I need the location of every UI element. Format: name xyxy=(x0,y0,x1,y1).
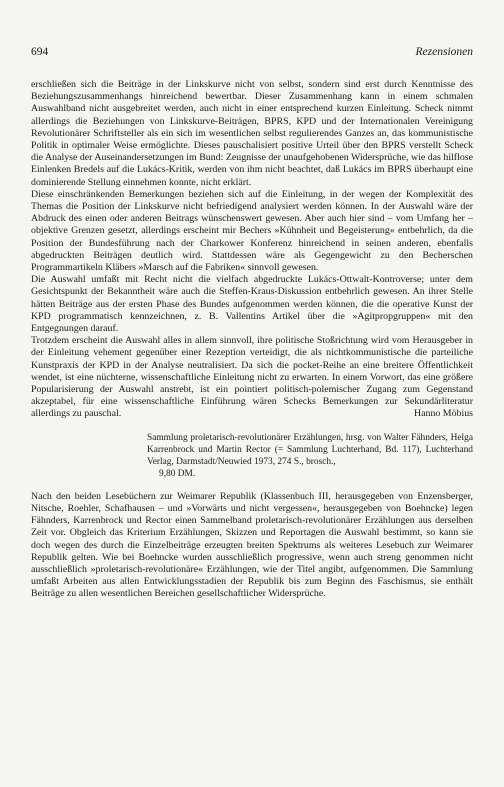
review-author: Hanno Möbius xyxy=(414,408,473,420)
review1-paragraph-4 xyxy=(31,335,473,420)
review2-paragraph: Nach den beiden Lesebüchern zur Weimarer Republik (Klassenbuch III, herausgegeben von Enzensberger, Nitsche, Roehler, Schafhausen – und »Vorwärts und nicht vergessen«, herausgegeben von Boehncke) legen Fähnders, Karrenbrock und Rector einen Sammelband proletarisch-revolutionärer Erzählungen aus derselben Zeit vor. Obgleich das Kriterium Erzählungen, Skizzen und Reportagen die Auswahl bestimmt, so kann sie doch wegen des durch die Einzelbeiträge erzeugten breiten Spektrums als weiteres Lesebuch zur Weimarer Republik gelten. Wie bei Boehncke wurden ausschließlich progressive, wenn auch streng genommen nicht ausschließlich »proletarisch-revolutionäre« Erzählungen, wie der Titel angibt, aufgenommen. Die Sammlung umfaßt Arbeiten aus allen Entwicklungsstadien der Republik bis zum Beginn des Faschismus, sie enthält Beiträge zu allen wesentlichen Bereichen gesellschaftlicher Widersprüche. xyxy=(31,490,473,600)
page-number: 694 xyxy=(31,46,49,58)
page-body xyxy=(31,79,473,601)
review1-paragraph-2: Diese einschränkenden Bemerkungen beziehen sich auf die Einleitung, in der wegen der Komplexität des Themas die Position der Linkskurve nicht befriedigend analysiert werden können. In der Auswahl wäre der Abdruck des einen oder anderen Beitrags wünschenswert gewesen. Aber auch hier sind – vom Umfang her – objektive Grenzen gesetzt, allerdings erscheint mir Bechers »Kühnheit und Begeisterung« entbehrlich, da die Position der Bundesführung nach der Charkower Konferenz hinreichend in seinen anderen, ebenfalls abgedruckten Beiträgen deutlich wird. Stattdessen wäre als Gegengewicht zu den Becherschen Programmartikeln Kläbers »Marsch auf die Fabriken« sinnvoll gewesen. xyxy=(31,188,473,274)
review1-paragraph-1: erschließen sich die Beiträge in der Linkskurve nicht von selbst, sondern sind erst durch Kenntnisse des Beziehungszusammenhangs hinreichend bewertbar. Dieser Zusammenhang kann in einem schmalen Auswahlband nicht ausgebreitet werden, auch nicht in einer entsprechend kurzen Einleitung. Scheck nimmt allerdings die Beziehungen von Linkskurve-Beiträgen, BPRS, KPD und der Internationalen Vereinigung Revolutionärer Schriftsteller als ein sich im wesentlichen selbst regulierendes Ganzes an, das kommunistische Politik in optimaler Weise ermöglichte. Dieses pauschalisiert positive Urteil über den BPRS verstellt Scheck die Analyse der Auseinandersetzungen im Bund: Zeugnisse der unaufgehobenen Widersprüche, wie das hilflose Einlenken Bredels auf die Lukács-Kritik, werden von ihm nicht beachtet, daß Lukács im BPRS überhaupt eine dominierende Stellung einnehmen konnte, nicht erklärt. xyxy=(31,79,473,188)
bibliographic-entry-price: 9,80 DM. xyxy=(159,468,196,479)
bibliographic-entry-line-1: Sammlung proletarisch-revolutionärer Erzählungen, hrsg. von Walter Fähnders, Helga Karrenbrock und Martin Rector (= Sammlung Luchterhand, Bd. 117), Luchterhand Verlag, Darmstadt/Neuwied 1973, 274 S., brosch., xyxy=(147,432,473,467)
review1-paragraph-3: Die Auswahl umfaßt mit Recht nicht die vielfach abgedruckte Lukács-Ottwalt-Kontroverse; unter dem Gesichtspunkt der Bekanntheit wäre auch die Steffen-Kraus-Diskussion entbehrlich gewesen. An ihrer Stelle hätten Beiträge aus der ersten Phase des Bundes aufgenommen werden können, die die operative Kunst der KPD programmatisch kennzeichnen, z. B. Vallentins Artikel über die »Agitpropgruppen« mit den Entgegnungen darauf. xyxy=(31,274,473,335)
bibliographic-entry xyxy=(147,432,473,480)
page-header xyxy=(31,46,473,62)
running-head: Rezensionen xyxy=(415,46,473,58)
review1-paragraph-4-text: Trotzdem erscheint die Auswahl alles in allem sinnvoll, ihre politische Stoßrichtung wird vom Herausgeber in der Einleitung vehement gegenüber einer Rezeption verteidigt, die als nichtkommunistische die parteiliche Kunstpraxis der KPD in der Analyse neutralisiert. Da sich die pocket-Reihe an eine breitere Öffentlichkeit wendet, ist eine nüchterne, wissenschaftliche Einleitung nicht zu erwarten. In einem Vorwort, das eine größere Popularisierung der Auswahl anstrebt, ist ein pointiert politisch-polemischer Zugang zum Gegenstand akzeptabel, für eine wissenschaftliche Einführung wären Schecks Bemerkungen zur Sekundärliteratur allerdings zu pauschal. xyxy=(31,335,473,420)
